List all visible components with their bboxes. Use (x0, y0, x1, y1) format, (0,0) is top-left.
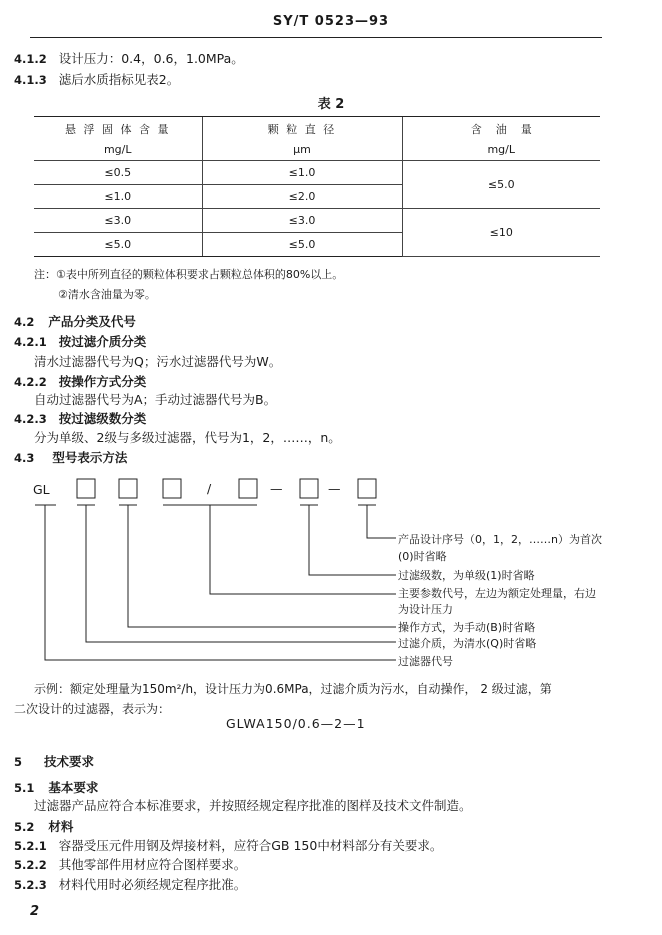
clause-title: 按过滤介质分类 (58, 334, 147, 349)
code-box-pressure (239, 479, 257, 498)
label-sequence-line1: 产品设计序号（0，1，2，……n）为首次 (398, 533, 602, 546)
label-filter-code: 过滤器代号 (398, 655, 453, 668)
clause-4-3 (14, 448, 127, 466)
clause-4-2 (14, 312, 136, 330)
example-line-2: 二次设计的过滤器，表示为： (14, 702, 171, 716)
clause-text: 设计压力：0.4，0.6，1.0MPa。 (58, 51, 244, 66)
clause-5-2 (14, 817, 73, 835)
clause-number: 5.2.3 (14, 878, 47, 892)
clause-text: 材料代用时必须经规定程序批准。 (58, 877, 247, 892)
clause-number: 5 (14, 755, 23, 769)
clause-number: 5.2.1 (14, 839, 47, 853)
label-sequence-line2: (0)时省略 (398, 550, 447, 563)
example-code: GLWA150/0.6—2—1 (226, 716, 366, 731)
header-solid-unit: mg/L (103, 143, 132, 156)
water-quality-table (34, 116, 600, 257)
cell-diameter: ≤2.0 (202, 185, 402, 209)
leader-stages (309, 505, 396, 575)
clause-number: 4.2.1 (14, 335, 47, 349)
example-line-1: 示例：额定处理量为150m²/h，设计压力为0.6MPa，过滤介质为污水，自动操作， 2 级过滤，第 (34, 682, 552, 696)
clause-number: 4.1.2 (14, 52, 47, 66)
clause-5-2-1 (14, 836, 442, 854)
clause-5-1 (14, 778, 98, 796)
clause-5-2-3 (14, 875, 246, 893)
cell-diameter: ≤5.0 (202, 233, 402, 257)
leader-sequence (367, 505, 396, 538)
clause-4-2-3-body: 分为单级、2级与多级过滤器，代号为1，2，……，n。 (34, 430, 341, 445)
leader-medium (86, 505, 396, 642)
clause-4-1-2 (14, 49, 244, 67)
clause-title: 技术要求 (44, 754, 95, 769)
standard-number: SY/T 0523—93 (272, 14, 390, 29)
leader-operation (128, 505, 396, 627)
cell-oil: ≤10 (402, 209, 600, 257)
clause-5 (14, 752, 94, 770)
table-caption: 表 2 (317, 97, 345, 112)
label-operation: 操作方式，为手动(B)时省略 (398, 621, 536, 634)
header-diameter-unit: μm (293, 143, 311, 156)
cell-solid: ≤3.0 (34, 209, 202, 233)
clause-number: 4.2.3 (14, 412, 47, 426)
clause-title: 基本要求 (48, 780, 99, 795)
code-box-capacity (163, 479, 181, 498)
header-oil-unit: mg/L (487, 143, 516, 156)
header-oil-label: 含 油 量 (470, 123, 532, 136)
clause-5-1-body: 过滤器产品应符合本标准要求，并按照经规定程序批准的图样及技术文件制造。 (34, 798, 472, 813)
model-dash-1: — (270, 481, 283, 496)
code-box-stages (300, 479, 318, 498)
leader-parameters (210, 505, 396, 594)
model-slash: / (207, 481, 212, 496)
clause-4-2-2-body: 自动过滤器代号为A；手动过滤器代号为B。 (34, 392, 277, 407)
clause-4-2-1 (14, 332, 146, 350)
clause-4-2-3 (14, 409, 146, 427)
clause-5-2-2 (14, 855, 246, 873)
clause-number: 4.2.2 (14, 375, 47, 389)
label-parameters-line2: 为设计压力 (398, 603, 453, 616)
model-prefix: GL (33, 482, 50, 497)
page-number: 2 (30, 904, 40, 919)
header-diameter (202, 117, 402, 161)
clause-title: 产品分类及代号 (48, 314, 136, 329)
header-diameter-label: 颗 粒 直 径 (267, 123, 337, 136)
table-note-1: 注：①表中所列直径的颗粒体积要求占颗粒总体积的80%以上。 (34, 268, 344, 281)
code-box-sequence (358, 479, 376, 498)
code-box-medium (77, 479, 95, 498)
clause-title: 按操作方式分类 (58, 374, 147, 389)
clause-text: 容器受压元件用钢及焊接材料，应符合GB 150中材料部分有关要求。 (58, 838, 443, 853)
table-row (34, 209, 600, 233)
clause-number: 4.3 (14, 451, 35, 465)
model-code-diagram (0, 470, 662, 670)
cell-solid: ≤0.5 (34, 161, 202, 185)
header-solid-label: 悬 浮 固 体 含 量 (65, 123, 171, 136)
header-rule (30, 37, 602, 38)
table-row (34, 161, 600, 185)
header-oil (402, 117, 600, 161)
clause-number: 4.2 (14, 315, 35, 329)
clause-title: 材料 (48, 819, 74, 834)
clause-4-2-1-body: 清水过滤器代号为Q；污水过滤器代号为W。 (34, 354, 282, 369)
model-dash-2: — (328, 481, 341, 496)
table-note-2: ②清水含油量为零。 (58, 288, 156, 301)
cell-oil: ≤5.0 (402, 161, 600, 209)
table-header-row (34, 117, 600, 161)
clause-text: 滤后水质指标见表2。 (58, 72, 180, 87)
header-solid (34, 117, 202, 161)
clause-title: 型号表示方法 (52, 450, 128, 465)
code-box-operation (119, 479, 137, 498)
clause-number: 5.2 (14, 820, 35, 834)
clause-title: 按过滤级数分类 (58, 411, 147, 426)
clause-4-2-2 (14, 372, 146, 390)
clause-number: 4.1.3 (14, 73, 47, 87)
cell-diameter: ≤3.0 (202, 209, 402, 233)
label-parameters-line1: 主要参数代号，左边为额定处理量，右边 (398, 587, 596, 600)
clause-4-1-3 (14, 70, 179, 88)
cell-diameter: ≤1.0 (202, 161, 402, 185)
cell-solid: ≤1.0 (34, 185, 202, 209)
clause-number: 5.2.2 (14, 858, 47, 872)
leader-filter-code (45, 505, 396, 660)
label-stages: 过滤级数，为单级(1)时省略 (398, 569, 535, 582)
clause-text: 其他零部件用材应符合图样要求。 (58, 857, 247, 872)
label-medium: 过滤介质，为清水(Q)时省略 (398, 637, 537, 650)
clause-number: 5.1 (14, 781, 35, 795)
cell-solid: ≤5.0 (34, 233, 202, 257)
